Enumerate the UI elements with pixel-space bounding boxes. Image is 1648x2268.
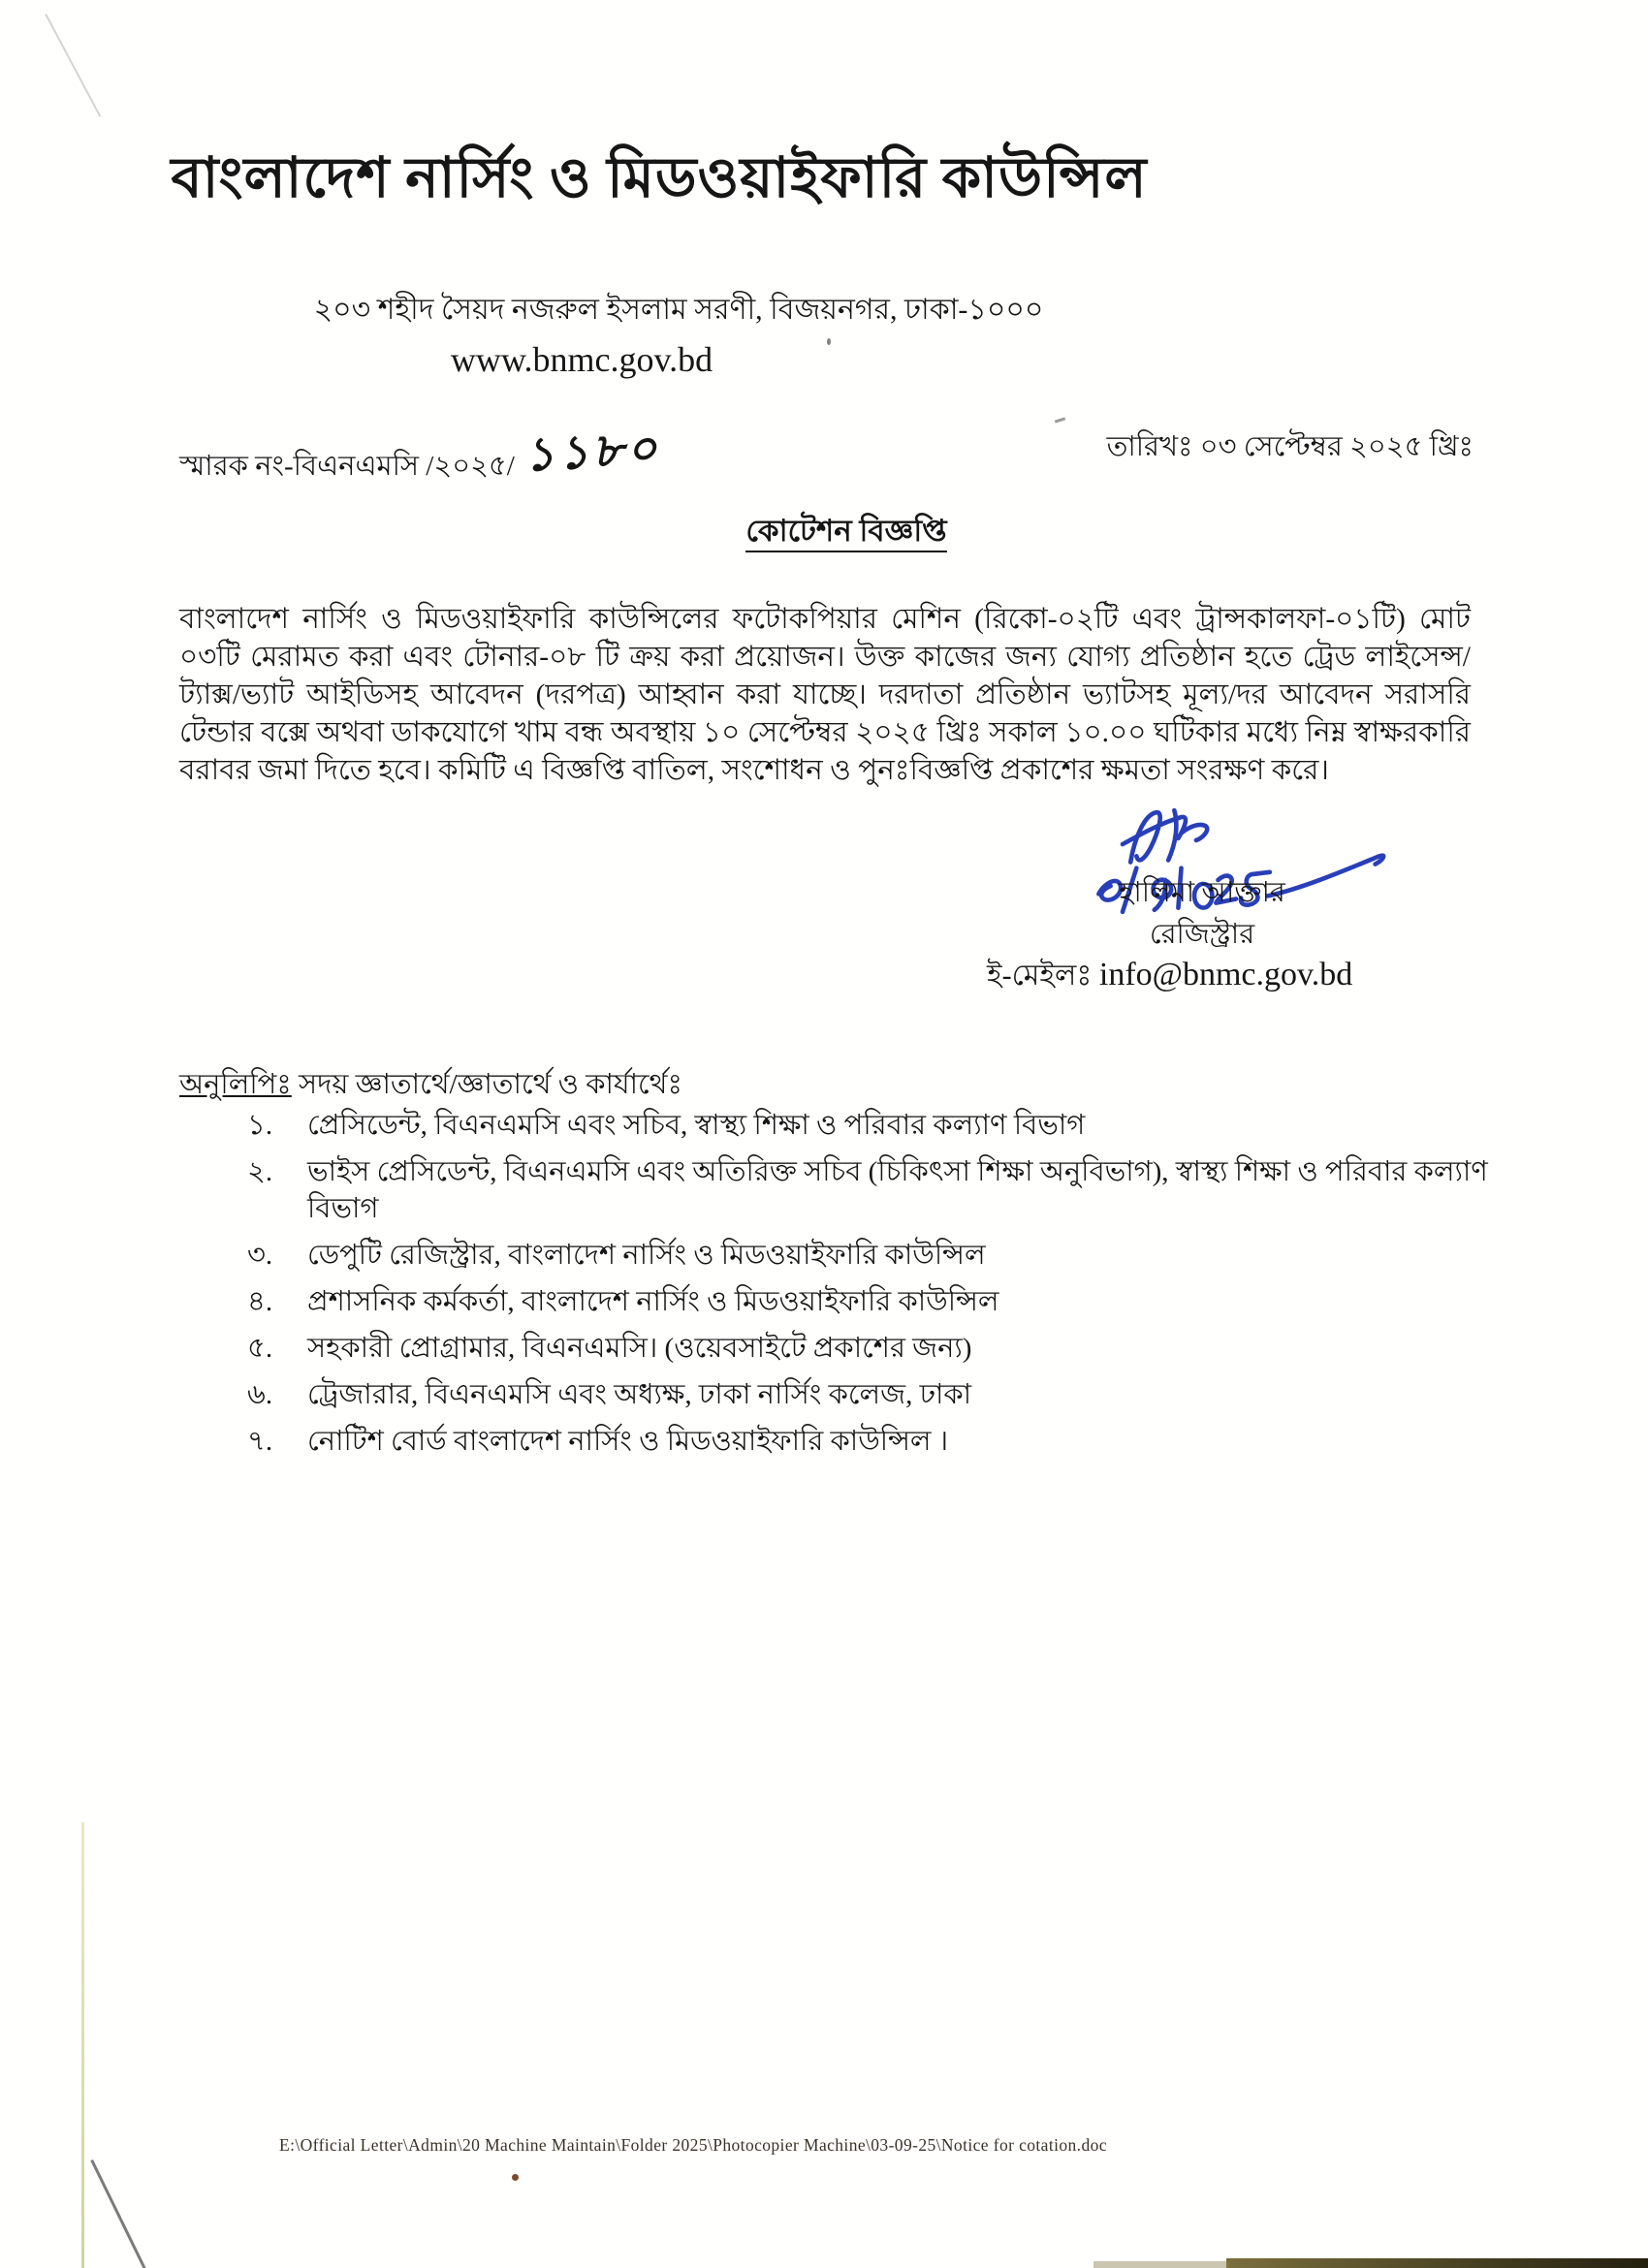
list-item	[247, 1153, 1488, 1227]
memo-number-line	[179, 425, 660, 501]
scan-speck	[827, 338, 831, 345]
list-item-number: ৬.	[247, 1379, 273, 1410]
body-paragraph: বাংলাদেশ নার্সিং ও মিডওয়াইফারি কাউন্সিলের ফটোকপিয়ার মেশিন (রিকো-০২টি এবং ট্রান্সকালফা-০১টি) মোট ০৩টি মেরামত করা এবং টোনার-০৮ টি ক্রয় করা প্রয়োজন। উক্ত কাজের জন্য যোগ্য প্রতিষ্ঠান হতে ট্রেড লাইসেন্স/ট্যাক্স/ভ্যাট আইডিসহ আবেদন (দরপত্র) আহ্বান করা যাচ্ছে। দরদাতা প্রতিষ্ঠান ভ্যাটসহ মূল্য/দর আবেদন সরাসরি টেন্ডার বক্সে অথবা ডাকযোগে খাম বন্ধ অবস্থায় ১০ সেপ্টেম্বর ২০২৫ খ্রিঃ সকাল ১০.০০ ঘটিকার মধ্যে নিম্ন স্বাক্ষরকারি বরাবর জমা দিতে হবে। কমিটি এ বিজ্ঞপ্তি বাতিল, সংশোধন ও পুনঃবিজ্ঞপ্তি প্রকাশের ক্ষমতা সংরক্ষণ করে।	[179, 604, 1471, 786]
scan-artifact-bottom-left-line	[90, 2159, 150, 2268]
scan-artifact-top-left-line	[45, 14, 101, 117]
list-item	[247, 1330, 1488, 1367]
scan-artifact-bottom-band-fade	[1093, 2261, 1229, 2268]
list-item-text: ট্রেজারার, বিএনএমসি এবং অধ্যক্ষ, ঢাকা নার্সিং কলেজ, ঢাকা	[307, 1379, 972, 1410]
scan-artifact-left-edge-line	[81, 1822, 84, 2268]
memo-row	[179, 425, 1474, 501]
list-item	[247, 1376, 1488, 1413]
email-address: info@bnmc.gov.bd	[1098, 957, 1353, 992]
subject-line	[0, 508, 1648, 558]
copy-list	[247, 1107, 1488, 1469]
list-item	[247, 1107, 1488, 1144]
list-item-text: ভাইস প্রেসিডেন্ট, বিএনএমসি এবং অতিরিক্ত সচিব (চিকিৎসা শিক্ষা অনুবিভাগ), স্বাস্থ্য শিক্ষা ও পরিবার কল্যাণ বিভাগ	[307, 1156, 1488, 1224]
list-item-text: প্রশাসনিক কর্মকর্তা, বাংলাদেশ নার্সিং ও মিডওয়াইফারি কাউন্সিল	[307, 1286, 999, 1317]
scan-speck	[512, 2174, 519, 2181]
subject-text: কোটেশন বিজ্ঞপ্তি	[745, 514, 946, 552]
organization-name: বাংলাদেশ নার্সিং ও মিডওয়াইফারি কাউন্সিল	[171, 146, 1148, 209]
copy-heading-underlined: অনুলিপিঃ	[179, 1069, 292, 1100]
list-item-number: ১.	[247, 1110, 273, 1141]
list-item-text: ডেপুটি রেজিস্ট্রার, বাংলাদেশ নার্সিং ও মিডওয়াইফারি কাউন্সিল	[307, 1240, 986, 1271]
website-url: www.bnmc.gov.bd	[450, 340, 713, 379]
signatory-designation: রেজিস্ট্রার	[1149, 919, 1255, 950]
list-item-text: সহকারী প্রোগ্রামার, বিএনএমসি। (ওয়েবসাইটে প্রকাশের জন্য)	[307, 1333, 972, 1364]
copy-list-heading	[179, 1062, 682, 1110]
list-item-number: ৭.	[247, 1426, 273, 1457]
list-item-text: নোটিশ বোর্ড বাংলাদেশ নার্সিং ও মিডওয়াইফারি কাউন্সিল ।	[307, 1426, 949, 1457]
list-item	[247, 1237, 1488, 1274]
list-item-number: ২.	[247, 1156, 273, 1187]
list-item-number: ৩.	[247, 1240, 273, 1271]
scan-artifact-bottom-band	[1226, 2258, 1648, 2268]
list-item-number: ৪.	[247, 1286, 273, 1317]
list-item-number: ৫.	[247, 1333, 273, 1364]
memo-number-handwritten: ১১৮০	[523, 423, 662, 482]
scan-speck	[1055, 417, 1065, 423]
signatory-name: হালিমা আক্তার	[1119, 877, 1285, 908]
list-item	[247, 1283, 1488, 1320]
list-item-text: প্রেসিডেন্ট, বিএনএমসি এবং সচিব, স্বাস্থ্য শিক্ষা ও পরিবার কল্যাণ বিভাগ	[307, 1110, 1086, 1141]
copy-heading-rest: সদয় জ্ঞাতার্থে/জ্ঞাতার্থে ও কার্যার্থেঃ	[291, 1069, 682, 1100]
document-file-path: E:\Official Letter\Admin\20 Machine Maintain\Folder 2025\Photocopier Machine\03-09-25\Notice for cotation.doc	[279, 2135, 1107, 2155]
memo-number-label: স্মারক নং-বিএনএমসি /২০২৫/	[179, 451, 515, 482]
email-line	[987, 952, 1352, 1001]
list-item	[247, 1423, 1488, 1460]
organization-address: ২০৩ শহীদ সৈয়দ নজরুল ইসলাম সরণী, বিজয়নগর, ঢাকা-১০০০	[313, 294, 1044, 326]
letter-date: তারিখঃ ০৩ সেপ্টেম্বর ২০২৫ খ্রিঃ	[1106, 431, 1474, 462]
email-label: ই-মেইলঃ	[987, 960, 1099, 992]
